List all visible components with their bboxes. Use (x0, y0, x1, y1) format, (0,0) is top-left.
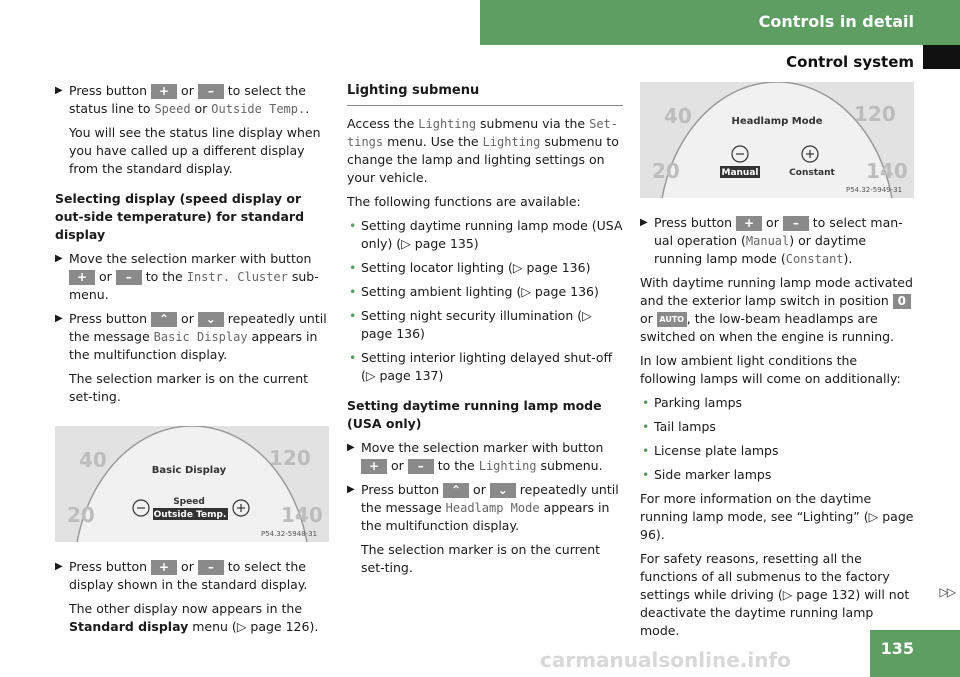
display-text: Instr. Cluster (186, 270, 288, 284)
section-title: Controls in detail (758, 12, 914, 31)
arrow-icon: ▶ (55, 561, 63, 572)
watermark: carmanualsonline.info (540, 648, 791, 672)
gauge-140: 140 (866, 159, 908, 183)
section-title: Lighting submenu (347, 82, 623, 106)
up-key-icon: ⌃ (443, 483, 469, 498)
switch-auto-icon: AUTO (657, 312, 687, 327)
figure-title: Basic Display (151, 465, 227, 476)
step: ▶ Press button ⌃ or ⌄ repeatedly until the message Headlamp Mode appears in the multifunction display. (347, 482, 619, 533)
arrow-icon: ▶ (55, 253, 63, 264)
plus-key-icon: + (69, 270, 95, 285)
step: ▶ Press button + or – to select man-ual operation (Manual) or daytime running lamp mode (Constant). (640, 215, 903, 266)
list-item: • Setting ambient lighting (▷ page 136) (349, 284, 599, 299)
headlamp-mode-figure (640, 82, 914, 198)
list-item: • Setting daytime running lamp mode (USA only) (▷ page 135) (349, 218, 623, 251)
column-3 (640, 82, 916, 646)
plus-key-icon: + (151, 560, 177, 575)
section-heading: Setting daytime running lamp mode (USA only) (347, 398, 602, 431)
display-text: Basic Display (153, 330, 248, 344)
minus-key-icon: – (116, 270, 142, 285)
note: You will see the status line display when you have called up a different display from the standard display. (69, 125, 321, 176)
header-tab (923, 45, 960, 69)
minus-key-icon: – (198, 560, 224, 575)
note: The selection marker is on the current set-ting. (361, 542, 601, 575)
figure-code: P54.32-5948-31 (261, 530, 318, 538)
continue-icon: ▷▷ (939, 585, 954, 599)
paragraph: For more information on the daytime running lamp mode, see “Lighting” (▷ page 96). (640, 491, 914, 542)
display-text: Outside Temp. (211, 102, 306, 116)
page-reference[interactable]: ▷ page 126 (236, 619, 310, 634)
list-item: • Tail lamps (642, 419, 716, 434)
gauge-40: 40 (664, 104, 692, 128)
step: ▶ Press button ⌃ or ⌄ repeatedly until the message Basic Display appears in the multifunction display. (55, 311, 327, 362)
arrow-icon: ▶ (347, 484, 355, 495)
plus-key-icon: + (361, 459, 387, 474)
list-item: • Parking lamps (642, 395, 743, 410)
subsection-title: Control system (786, 53, 914, 71)
up-key-icon: ⌃ (151, 312, 177, 327)
step: ▶ Press button + or – to select the display shown in the standard display. (55, 559, 308, 592)
column-2 (347, 82, 623, 583)
step: ▶ Press button + or – to select the status line to Speed or Outside Temp.. (55, 83, 310, 116)
figure-label-selected: Outside Temp. (153, 510, 227, 520)
arrow-icon: ▶ (640, 217, 648, 228)
figure-label: Speed (173, 497, 205, 507)
intro-paragraph: Access the Lighting submenu via the Set-tings menu. Use the Lighting submenu to change the lamp and lighting settings on your vehicle. (347, 116, 619, 185)
display-text: Speed (154, 102, 191, 116)
list-item: • Setting interior lighting delayed shut-off (▷ page 137) (349, 350, 613, 383)
list-item: • License plate lamps (642, 443, 779, 458)
gauge-40: 40 (79, 448, 107, 472)
figure-title: Headlamp Mode (731, 116, 823, 127)
minus-key-icon: – (198, 84, 224, 99)
basic-display-figure (55, 426, 329, 542)
down-key-icon: ⌄ (198, 312, 224, 327)
arrow-icon: ▶ (347, 442, 355, 453)
plus-key-icon: + (151, 84, 177, 99)
step: ▶ Move the selection marker with button + or – to the Lighting submenu. (347, 440, 604, 473)
list-item: • Side marker lamps (642, 467, 772, 482)
list-item: • Setting night security illumination (▷ page 136) (349, 308, 592, 341)
column-1 (55, 82, 331, 642)
page-number-tab (870, 630, 960, 677)
minus-key-icon: – (783, 216, 809, 231)
minus-key-icon: – (408, 459, 434, 474)
list-item: • Setting locator lighting (▷ page 136) (349, 260, 591, 275)
page-number: 135 (880, 639, 914, 658)
arrow-icon: ▶ (55, 85, 63, 96)
figure-label: Constant (789, 168, 835, 178)
note: The other display now appears in the Standard display menu (▷ page 126). (69, 601, 319, 634)
paragraph: For safety reasons, resetting all the functions of all submenus to the factory settings while driving (▷ page 132) will not deactivate the daytime running lamp mode. (640, 551, 910, 638)
gauge-20: 20 (652, 159, 680, 183)
paragraph: The following functions are available: (347, 194, 581, 209)
paragraph: With daytime running lamp mode activated and the exterior lamp switch in position 0 or AUTO , the low-beam headlamps are switched on when the engine is running. (640, 275, 913, 344)
figure-code: P54.32-5949-31 (846, 186, 903, 194)
paragraph: In low ambient light conditions the following lamps will come on additionally: (640, 353, 901, 386)
step: ▶ Move the selection marker with button + or – to the Instr. Cluster sub-menu. (55, 251, 319, 302)
section-heading: Selecting display (speed display or out-side temperature) for standard display (55, 191, 305, 242)
figure-label-selected: Manual (721, 168, 759, 178)
gauge-120: 120 (269, 446, 311, 470)
arrow-icon: ▶ (55, 313, 63, 324)
down-key-icon: ⌄ (490, 483, 516, 498)
plus-key-icon: + (736, 216, 762, 231)
note: The selection marker is on the current set-ting. (69, 371, 309, 404)
switch-zero-icon: 0 (893, 294, 911, 309)
gauge-20: 20 (67, 503, 95, 527)
gauge-140: 140 (281, 503, 323, 527)
gauge-120: 120 (854, 102, 896, 126)
